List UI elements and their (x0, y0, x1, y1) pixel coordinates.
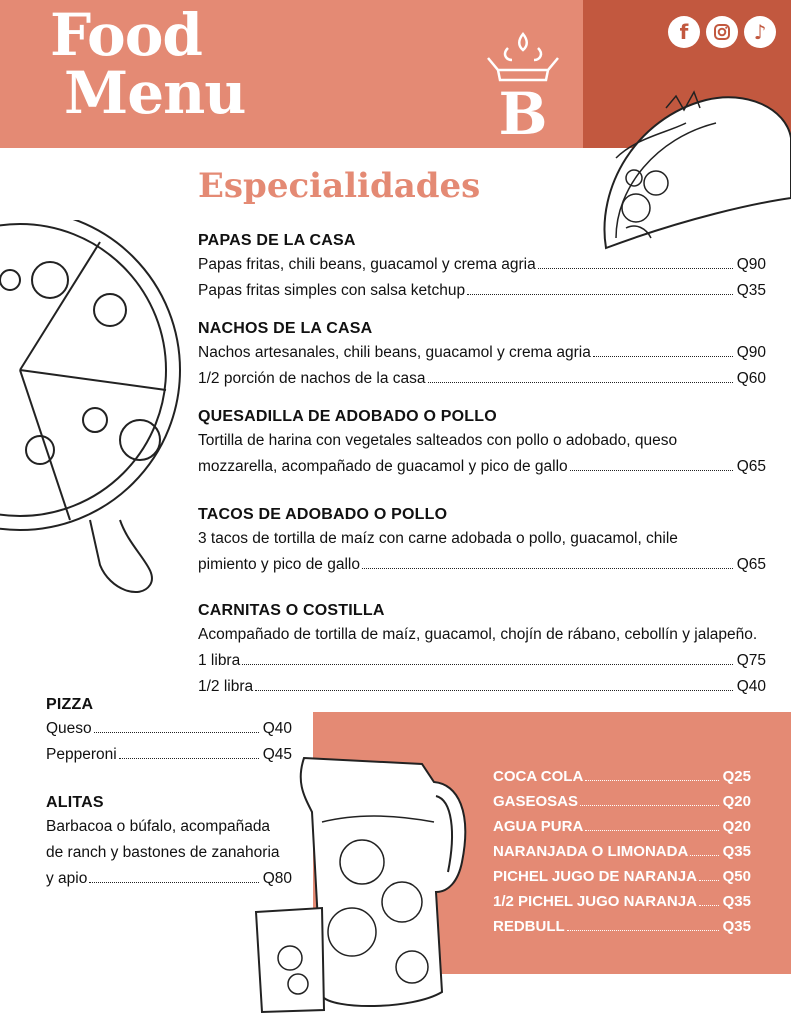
price-line (493, 914, 751, 939)
item-price: Q75 (736, 652, 766, 669)
price-line (493, 789, 751, 814)
item-name: TACOS DE ADOBADO O POLLO (198, 506, 448, 523)
menu-title (50, 1, 246, 127)
price-line (198, 278, 766, 304)
dot-leader (690, 855, 718, 856)
price-line (198, 454, 766, 480)
title-line-1: Food (50, 1, 202, 69)
item-text: REDBULL (493, 918, 565, 935)
item-price: Q90 (736, 256, 766, 273)
item-text: y apio (46, 870, 88, 887)
drinks-list (493, 764, 751, 939)
item-name: PIZZA (46, 696, 94, 713)
logo-letter: B (498, 80, 548, 140)
menu-item (198, 406, 766, 480)
item-description: Barbacoa o búfalo, acompañada (46, 818, 271, 835)
item-text: Queso (46, 720, 92, 737)
item-price: Q90 (736, 344, 766, 361)
dot-leader (467, 294, 733, 295)
item-price: Q40 (736, 678, 766, 695)
item-price: Q50 (722, 868, 751, 885)
item-name: QUESADILLA DE ADOBADO O POLLO (198, 408, 497, 425)
item-text: Pepperoni (46, 746, 117, 763)
item-price: Q20 (722, 818, 751, 835)
item-price: Q35 (736, 282, 766, 299)
item-price: Q65 (736, 556, 766, 573)
item-price: Q35 (722, 893, 751, 910)
item-description: Acompañado de tortilla de maíz, guacamol, chojín de rábano, cebollín y jalapeño. (198, 626, 758, 643)
menu-item (198, 318, 766, 392)
price-line (493, 764, 751, 789)
item-name: NACHOS DE LA CASA (198, 320, 373, 337)
item-description: Tortilla de harina con vegetales salteados con pollo o adobado, queso (198, 432, 678, 449)
item-name: ALITAS (46, 794, 104, 811)
item-text: Nachos artesanales, chili beans, guacamol y crema agria (198, 344, 591, 361)
price-line (493, 864, 751, 889)
social-links (668, 16, 776, 48)
price-line (198, 552, 766, 578)
dot-leader (94, 732, 259, 733)
item-name: PAPAS DE LA CASA (198, 232, 356, 249)
price-line (493, 839, 751, 864)
item-text: Papas fritas simples con salsa ketchup (198, 282, 466, 299)
item-price: Q35 (722, 843, 751, 860)
facebook-icon[interactable]: f (668, 16, 700, 48)
item-text: 1/2 porción de nachos de la casa (198, 370, 426, 387)
item-text: NARANJADA O LIMONADA (493, 843, 689, 860)
item-text: 1/2 libra (198, 678, 254, 695)
item-text: 1 libra (198, 652, 241, 669)
pitcher-illustration (252, 752, 482, 1014)
menu-item (198, 600, 766, 700)
dot-leader (567, 930, 719, 931)
dot-leader (428, 382, 733, 383)
menu-item (198, 230, 766, 304)
item-price: Q35 (722, 918, 751, 935)
item-price: Q40 (262, 720, 292, 737)
menu-item (198, 504, 766, 578)
tiktok-icon[interactable]: ♪ (744, 16, 776, 48)
item-price: Q80 (262, 870, 292, 887)
price-line (46, 716, 292, 742)
dot-leader (538, 268, 733, 269)
item-price: Q25 (722, 768, 751, 785)
price-line (198, 340, 766, 366)
dot-leader (570, 470, 733, 471)
item-text: PICHEL JUGO DE NARANJA (493, 868, 697, 885)
pizza-illustration (0, 220, 185, 615)
item-text: AGUA PURA (493, 818, 584, 835)
item-text: Papas fritas, chili beans, guacamol y crema agria (198, 256, 536, 273)
item-price: Q65 (736, 458, 766, 475)
item-price: Q20 (722, 793, 751, 810)
dot-leader (593, 356, 733, 357)
crown-logo (478, 30, 568, 140)
instagram-icon[interactable] (706, 16, 738, 48)
item-name: CARNITAS O COSTILLA (198, 602, 385, 619)
item-text: pimiento y pico de gallo (198, 556, 360, 573)
item-text: GASEOSAS (493, 793, 579, 810)
dot-leader (255, 690, 733, 691)
price-line (198, 252, 766, 278)
item-price: Q45 (262, 746, 292, 763)
price-line (493, 889, 751, 914)
item-text: mozzarella, acompañado de guacamol y pico de gallo (198, 458, 568, 475)
dot-leader (699, 905, 719, 906)
dot-leader (362, 568, 733, 569)
price-line (198, 366, 766, 392)
dot-leader (585, 830, 718, 831)
price-line (493, 814, 751, 839)
dot-leader (699, 880, 719, 881)
item-price: Q60 (736, 370, 766, 387)
dot-leader (580, 805, 719, 806)
title-line-2: Menu (64, 59, 246, 127)
item-description: de ranch y bastones de zanahoria (46, 844, 280, 861)
dot-leader (89, 882, 258, 883)
price-line (198, 648, 766, 674)
item-text: 1/2 PICHEL JUGO NARANJA (493, 893, 697, 910)
item-text: COCA COLA (493, 768, 584, 785)
item-description: 3 tacos de tortilla de maíz con carne adobada o pollo, guacamol, chile (198, 530, 678, 547)
dot-leader (119, 758, 259, 759)
dot-leader (242, 664, 732, 665)
section-title: Especialidades (198, 166, 481, 206)
specials-list (198, 230, 766, 714)
dot-leader (585, 780, 718, 781)
